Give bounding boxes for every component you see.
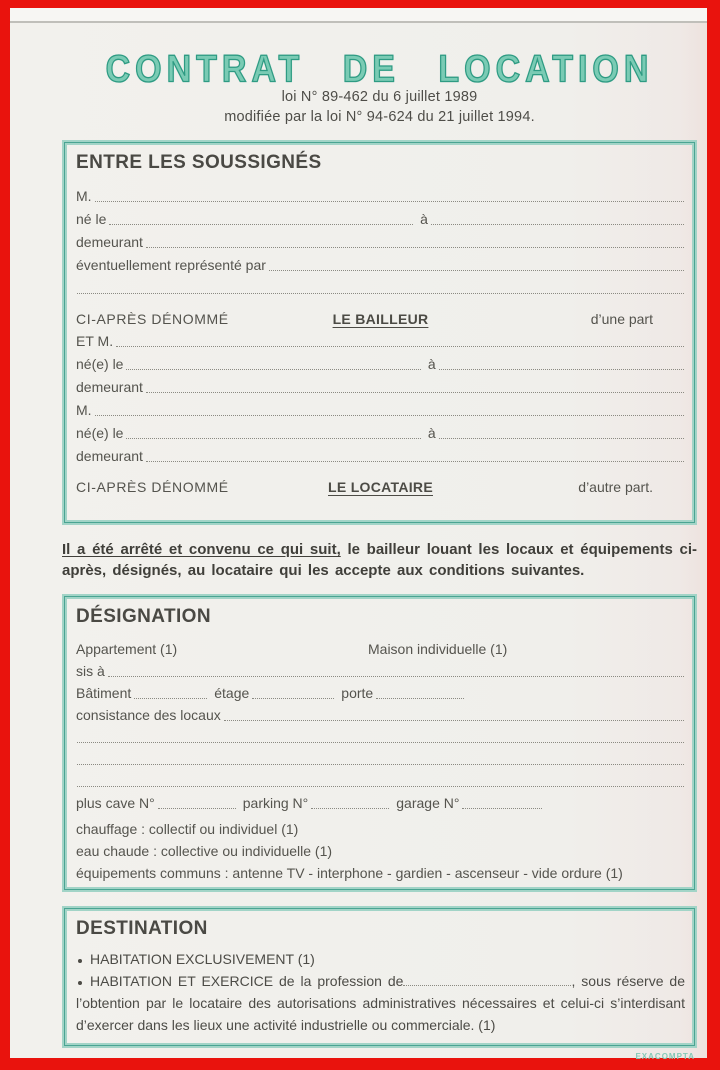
locataire1-name-field xyxy=(116,346,684,347)
nee-le-label-1: né(e) le xyxy=(76,356,124,372)
agreement-intro-rest: le bailleur louant les locaux et équipements ci-après, désignés, au locataire qui les accepte aux conditions suivantes. xyxy=(62,541,697,579)
chauffage-row xyxy=(76,816,685,838)
bailleur-birth-row xyxy=(76,205,685,228)
dwelling-type-row xyxy=(76,636,685,658)
designation-heading: DÉSIGNATION xyxy=(76,606,211,627)
locataire1-address-field xyxy=(146,392,684,393)
a-label-2: à xyxy=(427,356,436,372)
locataire2-name-field xyxy=(95,415,684,416)
representative-overflow-row xyxy=(76,274,685,297)
consistance-label: consistance des locaux xyxy=(76,707,221,723)
consistance-row xyxy=(76,702,685,724)
appartement-label: Appartement (1) xyxy=(76,641,178,657)
bailleur-birthplace-field xyxy=(431,224,684,225)
bailleur-address-field xyxy=(146,247,684,248)
consistance-overflow-field-3 xyxy=(77,786,684,787)
bailleur-address-row xyxy=(76,228,685,251)
autre-part-label: d’autre part. xyxy=(578,479,653,495)
eau-chaude-line: eau chaude : collective ou individuelle (1) xyxy=(76,843,333,859)
bailleur-name-row xyxy=(76,182,685,205)
locataire2-birthplace-field xyxy=(439,438,684,439)
profession-field xyxy=(403,974,571,986)
etage-label: étage xyxy=(214,685,250,701)
section-parties xyxy=(62,140,697,525)
habitation-exercice-suffix: , sous réserve de l’obtention par le locataire des autorisations administratives nécessaires et celui-ci s’interdisant d’exercer dans les lieux une activité industrielle ou commerciale. (1) xyxy=(76,973,686,1033)
annexes-row xyxy=(76,790,685,812)
cave-number-field xyxy=(158,808,236,809)
parking-label: parking N° xyxy=(242,795,309,811)
locataire-denomination-row xyxy=(76,468,685,495)
representative-overflow-field xyxy=(77,293,684,294)
blank-line-3 xyxy=(76,768,685,790)
brand-exacompta: EXACOMPTA xyxy=(635,1052,695,1061)
law-reference-line2: modifiée par la loi N° 94-624 du 21 juillet 1994. xyxy=(224,109,535,125)
porte-field xyxy=(376,698,464,699)
ci-apres-label-1: CI-APRÈS DÉNOMMÉ xyxy=(76,311,229,327)
equipements-line: équipements communs : antenne TV - interphone - gardien - ascenseur - vide ordure (1) xyxy=(76,865,623,881)
nee-le-label-2: né(e) le xyxy=(76,425,124,441)
locataire1-birth-row xyxy=(76,350,685,373)
consistance-overflow-field-2 xyxy=(77,764,684,765)
locataire2-address-field xyxy=(146,461,684,462)
ci-apres-label-2: CI-APRÈS DÉNOMMÉ xyxy=(76,479,229,495)
page-content xyxy=(62,25,697,1061)
representative-field xyxy=(269,270,684,271)
locataire1-name-row xyxy=(76,327,685,350)
blank-line-2 xyxy=(76,746,685,768)
sis-a-label: sis à xyxy=(76,663,105,679)
blank-line-1 xyxy=(76,724,685,746)
m-label: M. xyxy=(76,188,92,204)
bullet-icon xyxy=(78,981,82,985)
bailleur-name-field xyxy=(95,201,684,202)
equipements-row xyxy=(76,860,685,882)
eau-chaude-row xyxy=(76,838,685,860)
consistance-field xyxy=(224,720,684,721)
document-header xyxy=(62,47,697,127)
agreement-intro xyxy=(62,539,697,581)
demeurant-label-2: demeurant xyxy=(76,379,143,395)
locataire2-name-row xyxy=(76,396,685,419)
batiment-label: Bâtiment xyxy=(76,685,132,701)
et-m-label: ET M. xyxy=(76,333,114,349)
chauffage-line: chauffage : collectif ou individuel (1) xyxy=(76,821,299,837)
parties-heading: ENTRE LES SOUSSIGNÉS xyxy=(76,152,322,173)
consistance-overflow-field-1 xyxy=(77,742,684,743)
locataire2-birth-row xyxy=(76,419,685,442)
address-row xyxy=(76,658,685,680)
a-label: à xyxy=(420,211,428,227)
etage-field xyxy=(252,698,334,699)
locataire1-address-row xyxy=(76,373,685,396)
bailleur-denomination-row xyxy=(76,300,685,327)
destination-item1 xyxy=(76,948,685,970)
bailleur-label: LE BAILLEUR xyxy=(332,311,429,327)
ne-le-label: né le xyxy=(76,211,107,227)
porte-label: porte xyxy=(341,685,374,701)
demeurant-label-3: demeurant xyxy=(76,448,143,464)
locataire2-address-row xyxy=(76,442,685,465)
une-part-label: d’une part xyxy=(590,311,653,327)
a-label-3: à xyxy=(427,425,436,441)
locataire2-birthdate-field xyxy=(126,438,420,439)
destination-heading: DESTINATION xyxy=(76,918,208,939)
bailleur-birthdate-field xyxy=(109,224,413,225)
parking-number-field xyxy=(311,808,389,809)
habitation-exclusivement-label: HABITATION EXCLUSIVEMENT (1) xyxy=(90,951,315,967)
habitation-exercice-prefix: HABITATION ET EXERCICE de la profession de xyxy=(90,973,404,989)
garage-label: garage N° xyxy=(396,795,460,811)
section-designation xyxy=(62,594,697,892)
property-address-field xyxy=(108,676,684,677)
building-row xyxy=(76,680,685,702)
m-label-2: M. xyxy=(76,402,92,418)
section-destination xyxy=(62,906,697,1048)
bullet-icon xyxy=(78,959,82,963)
page-edge xyxy=(10,8,707,23)
locataire-label: LE LOCATAIRE xyxy=(328,479,433,495)
agreement-intro-underlined: Il a été arrêté et convenu ce qui suit, xyxy=(62,541,341,558)
batiment-field xyxy=(134,698,207,699)
destination-item2 xyxy=(76,970,685,1036)
maison-label: Maison individuelle (1) xyxy=(368,641,508,657)
locataire1-birthplace-field xyxy=(439,369,684,370)
demeurant-label: demeurant xyxy=(76,234,143,250)
cave-label: plus cave N° xyxy=(76,795,155,811)
contract-page xyxy=(10,8,707,1061)
law-reference-line1: loi N° 89-462 du 6 juillet 1989 xyxy=(281,89,478,105)
represente-label: éventuellement représenté par xyxy=(76,257,266,273)
garage-number-field xyxy=(462,808,542,809)
locataire1-birthdate-field xyxy=(126,369,420,370)
representative-row xyxy=(76,251,685,274)
page-title: CONTRAT DE LOCATION xyxy=(105,47,654,91)
